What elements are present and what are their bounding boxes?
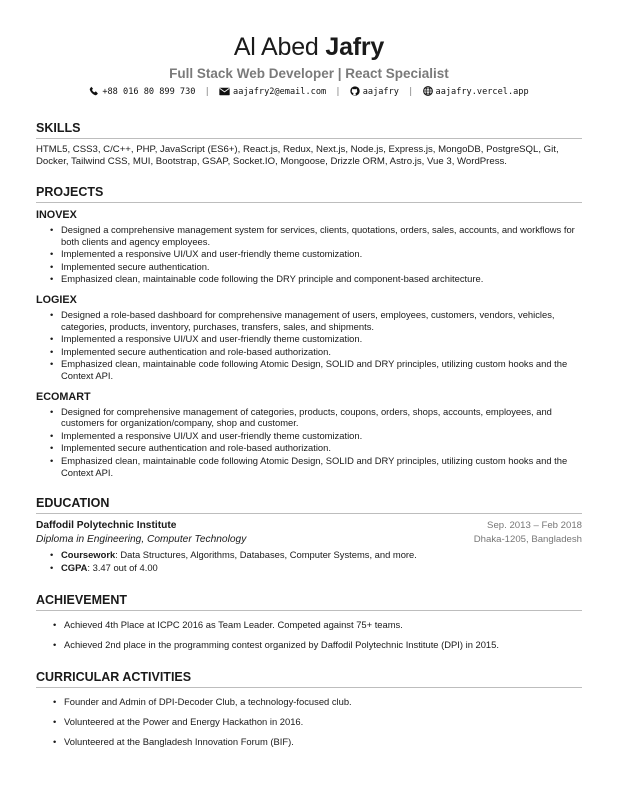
section-title: CURRICULAR ACTIVITIES — [36, 670, 582, 688]
list-item: • Implemented a responsive UI/UX and user-friendly theme customization. — [61, 248, 582, 260]
section-title: PROJECTS — [36, 185, 582, 203]
job-title: Full Stack Web Developer | React Specialist — [169, 66, 449, 81]
list-item: • Founder and Admin of DPI-Decoder Club, a technology-focused club. — [64, 696, 582, 708]
list-item: • Volunteered at the Bangladesh Innovation Forum (BIF). — [64, 736, 582, 748]
education-row — [36, 519, 582, 533]
email-link[interactable]: aajafry2@email.com — [233, 87, 327, 97]
list-item: • Implemented a responsive UI/UX and user-friendly theme customization. — [61, 333, 582, 345]
globe-icon — [423, 86, 433, 101]
education-location: Dhaka-1205, Bangladesh — [473, 534, 582, 546]
list-item: • Achieved 4th Place at ICPC 2016 as Team Leader. Competed against 75+ teams. — [64, 619, 582, 631]
list-item: • Volunteered at the Power and Energy Hackathon in 2016. — [64, 716, 582, 728]
list-item: • Designed a comprehensive management system for services, clients, quotations, orders, sales, accounts, and workflows for both clients and agency employees. — [61, 224, 582, 247]
list-item: • Emphasized clean, maintainable code following the DRY principle and component-based architecture. — [61, 273, 582, 285]
project-inovex — [36, 209, 582, 285]
cgpa-value: : 3.47 out of 4.00 — [87, 561, 158, 573]
website-link[interactable]: aajafry.vercel.app — [435, 87, 529, 97]
contact-bar — [36, 86, 582, 101]
education-row — [36, 533, 582, 547]
coursework-value: : Data Structures, Algorithms, Databases, Computer Systems, and more. — [115, 549, 417, 561]
first-name: Al Abed — [233, 33, 319, 61]
education-dates: Sep. 2013 – Feb 2018 — [487, 520, 582, 532]
project-title: LOGIEX — [36, 293, 77, 306]
project-ecomart — [36, 391, 582, 479]
project-title: INOVEX — [36, 209, 77, 221]
list-item — [61, 562, 582, 574]
project-logiex — [36, 294, 582, 382]
list-item: • Emphasized clean, maintainable code following Atomic Design, SOLID and DRY principles, utilizing custom hooks and the Context API. — [61, 455, 582, 478]
list-item: • Achieved 2nd place in the programming contest organized by Daffodil Polytechnic Institute (DPI) in 2015. — [64, 639, 582, 651]
separator: | — [204, 87, 210, 97]
list-item: • Implemented a responsive UI/UX and user-friendly theme customization. — [61, 430, 582, 442]
project-bullets — [36, 309, 582, 382]
education-section — [36, 496, 582, 573]
project-bullets — [36, 224, 582, 285]
education-bullets — [36, 549, 582, 573]
achievement-section — [36, 593, 582, 650]
skills-list: HTML5, CSS3, C/C++, PHP, JavaScript (ES6+), React.js, Redux, Next.js, Node.js, Express.js, MongoDB, PostgreSQL, Git, Docker, Tailwind CSS, MUI, Bootstrap, GSAP, Socket.IO, Mongoose, Drizzle ORM, Astro.js, Vue 3, WordPress. — [36, 144, 559, 167]
list-item: • Implemented secure authentication and role-based authorization. — [61, 346, 582, 358]
separator: | — [408, 87, 414, 97]
full-name — [36, 0, 582, 62]
project-bullets — [36, 406, 582, 479]
list-item: • Implemented secure authentication. — [61, 261, 582, 273]
activities-bullets — [36, 696, 582, 747]
projects-section — [36, 185, 582, 478]
section-title: ACHIEVEMENT — [36, 593, 582, 611]
envelope-icon — [219, 87, 230, 101]
institution-name: Daffodil Polytechnic Institute — [36, 520, 177, 532]
cgpa-label: CGPA — [61, 561, 88, 573]
list-item: • Emphasized clean, maintainable code following Atomic Design, SOLID and DRY principles, utilizing custom hooks and the Context API. — [61, 358, 582, 381]
activities-section — [36, 670, 582, 747]
last-name: Jafry — [325, 33, 385, 61]
phone-icon — [89, 86, 99, 101]
coursework-label: Coursework — [61, 549, 116, 561]
section-title: EDUCATION — [36, 496, 582, 514]
list-item — [61, 549, 582, 561]
list-item: • Designed for comprehensive management of categories, products, coupons, orders, shops, accounts, employees, and customers for organization/company, shop and customer. — [61, 406, 582, 429]
project-title: ECOMART — [36, 390, 91, 403]
skills-section — [36, 121, 582, 168]
degree-name: Diploma in Engineering, Computer Technology — [36, 534, 247, 546]
achievement-bullets — [36, 619, 582, 650]
phone-link[interactable]: +88 016 80 899 730 — [102, 87, 196, 97]
section-title: SKILLS — [36, 121, 582, 139]
list-item: • Implemented secure authentication and role-based authorization. — [61, 442, 582, 454]
github-link[interactable]: aajafry — [362, 87, 399, 97]
separator: | — [335, 87, 341, 97]
github-icon — [350, 86, 360, 101]
list-item: • Designed a role-based dashboard for comprehensive management of users, employees, customers, vendors, vehicles, categories, products, inventory, purchases, transfers, sales, and shipments. — [61, 309, 582, 332]
